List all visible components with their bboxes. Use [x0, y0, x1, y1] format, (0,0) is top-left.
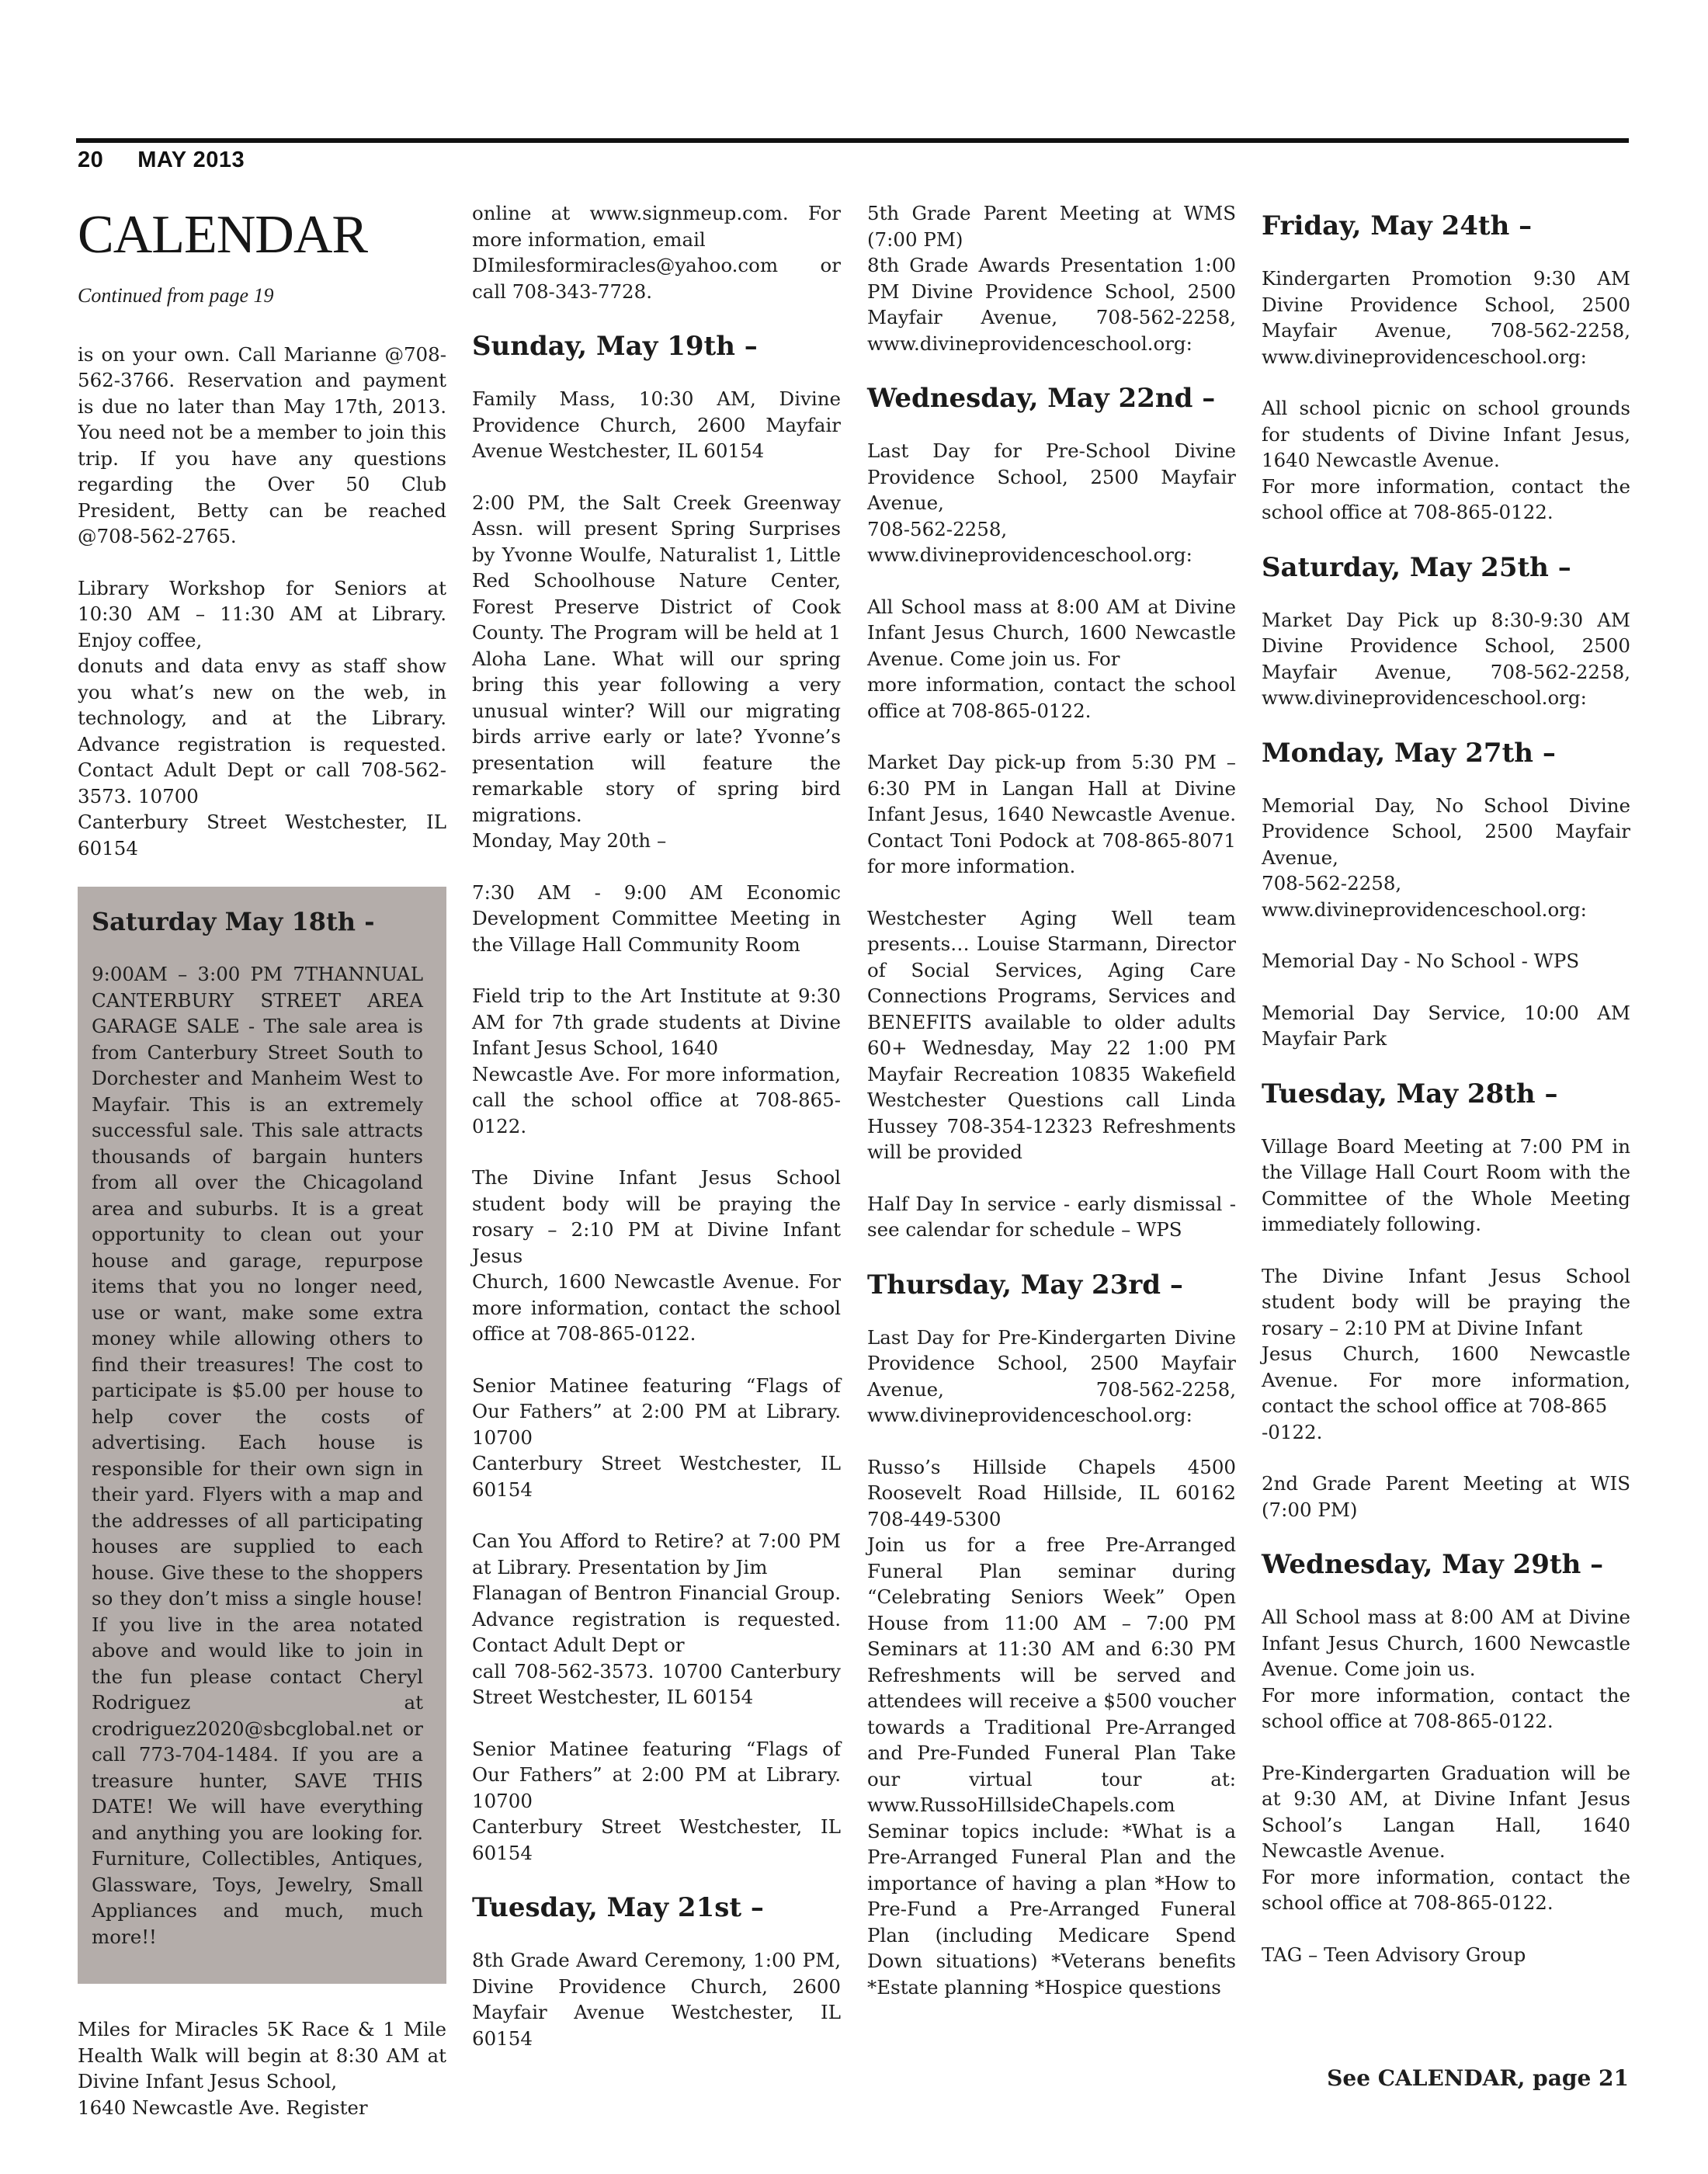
- event-paragraph: Kindergarten Promotion 9:30 AM Divine Providence School, 2500 Mayfair Avenue, 708-562-2258, www.divineprovidenceschool.org:: [1262, 267, 1630, 368]
- event-paragraph: Can You Afford to Retire? at 7:00 PM at Library. Presentation by Jim Flanagan of Bentron Financial Group. Advance registration is requested. Contact Adult Dept or call 708-562-3573. 10700 Canterbury Street Westchester, IL 60154: [472, 1530, 841, 1708]
- column-2: [472, 200, 841, 2051]
- continued-note: Continued from page 19: [78, 284, 274, 307]
- column-4: [1262, 200, 1630, 1967]
- day-heading: Wednesday, May 22nd –: [867, 383, 1216, 414]
- event-paragraph: 2:00 PM, the Salt Creek Greenway Assn. will present Spring Surprises by Yvonne Woulfe, Naturalist 1, Little Red Schoolhouse Nature Center, Forest Preserve District of Cook County. The Program will be held at 1 Aloha Lane. What will our spring bring this year following a very unusual winter? Will our migrating birds arrive early or late? Yvonne’s presentation will feature the remarkable story of spring bird migrations. Monday, May 20th –: [472, 491, 841, 852]
- event-paragraph: Miles for Miracles 5K Race & 1 Mile Health Walk will begin at 8:30 AM at Divine Infant Jesus School, 1640 Newcastle Ave. Register: [78, 2018, 446, 2119]
- event-paragraph: Field trip to the Art Institute at 9:30 AM for 7th grade students at Divine Infant Jesus School, 1640 Newcastle Ave. For more information, call the school office at 708-865-0122.: [472, 985, 841, 1137]
- event-paragraph: Market Day Pick up 8:30-9:30 AM Divine Providence School, 2500 Mayfair Avenue, 708-562-2258, www.divineprovidenceschool.org:: [1262, 608, 1630, 709]
- event-paragraph: Russo’s Hillside Chapels 4500 Roosevelt Road Hillside, IL 60162 708-449-5300 Join us for a free Pre-Arranged Funeral Plan seminar during “Celebrating Seniors Week” Open House from 11:00 AM – 7:00 PM Seminars at 11:30 AM and 6:30 PM Refreshments will be served and attendees will receive a $500 voucher towards a Traditional Pre-Arranged and Pre-Funded Funeral Plan Take our virtual tour at: www.RussoHillsideChapels.com Seminar topics include: *What is a Pre-Arranged Funeral Plan and the importance of having a plan *How to Pre-Fund a Pre-Arranged Funeral Plan (including Medicare Spend Down situations) *Veterans benefits *Estate planning *Hospice questions: [867, 1455, 1236, 1999]
- event-paragraph: 9:00AM – 3:00 PM 7THANNUAL CANTERBURY STREET AREA GARAGE SALE - The sale area is from Canterbury Street South to Dorchester and Manheim West to Mayfair. This is an extremely successful sale. This sale attracts thousands of bargain hunters from all over the Chicagoland area and suburbs. It is a great opportunity to clean out your house and garage, repurpose items that you no longer need, use or want, make some extra money while allowing others to find their treasures! The cost to participate is $5.00 per house to help cover the costs of advertising. Each house is responsible for their own sign in their yard. Flyers with a map and the addresses of all participating houses are supplied to each house. Give these to the shoppers so they don’t miss a single house! If you live in the area notated above and would like to join in the fun please contact Cheryl Rodriguez at crodriguez2020@sbcglobal.net or call 773-704-1484. If you are a treasure hunter, SAVE THIS DATE! We will have everything and anything you are looking for. Furniture, Collectibles, Antiques, Glassware, Toys, Jewelry, Small Appliances and much, much more!!: [92, 963, 423, 1948]
- event-paragraph: Memorial Day, No School Divine Providence School, 2500 Mayfair Avenue, 708-562-2258, www.divineprovidenceschool.org:: [1262, 794, 1630, 921]
- event-paragraph: Westchester Aging Well team presents… Louise Starmann, Director of Social Services, Aging Care Connections Programs, Services and BENEFITS available to older adults 60+ Wednesday, May 22 1:00 PM Mayfair Recreation 10835 Wakefield Westchester Questions call Linda Hussey 708-354-12323 Refreshments will be provided: [867, 906, 1236, 1163]
- day-heading: Friday, May 24th –: [1262, 210, 1533, 241]
- day-heading: Tuesday, May 28th –: [1262, 1078, 1558, 1110]
- page-number: 20: [78, 148, 104, 172]
- day-heading: Wednesday, May 29th –: [1262, 1549, 1604, 1580]
- event-paragraph: The Divine Infant Jesus School student body will be praying the rosary – 2:10 PM at Divine Infant Jesus Church, 1600 Newcastle Avenue. For more information, contact the school office at 708-865 -0122.: [1262, 1264, 1630, 1443]
- issue-date: MAY 2013: [137, 148, 245, 172]
- highlight-box: [78, 887, 446, 1984]
- event-paragraph: Half Day In service - early dismissal - see calendar for schedule – WPS: [867, 1192, 1236, 1241]
- day-heading: Sunday, May 19th –: [472, 331, 758, 362]
- event-paragraph: TAG – Teen Advisory Group: [1262, 1943, 1526, 1966]
- event-paragraph: Family Mass, 10:30 AM, Divine Providence Church, 2600 Mayfair Avenue Westchester, IL 60154: [472, 387, 841, 462]
- continued-on-link: See CALENDAR, page 21: [1327, 2065, 1629, 2091]
- event-paragraph: All School mass at 8:00 AM at Divine Infant Jesus Church, 1600 Newcastle Avenue. Come join us. For more information, contact the school office at 708-865-0122.: [1262, 1606, 1630, 1732]
- event-paragraph: online at www.signmeup.com. For more information, email DImilesformiracles@yahoo.com or call 708-343-7728.: [472, 202, 841, 303]
- page-folio: [78, 148, 245, 173]
- column-3: [867, 200, 1236, 2000]
- event-paragraph: Senior Matinee featuring “Flags of Our Fathers” at 2:00 PM at Library. 10700 Canterbury Street Westchester, IL 60154: [472, 1374, 841, 1501]
- day-heading: Saturday May 18th -: [92, 907, 375, 936]
- event-paragraph: Memorial Day - No School - WPS: [1262, 950, 1580, 972]
- event-paragraph: Village Board Meeting at 7:00 PM in the Village Hall Court Room with the Committee of the Whole Meeting immediately following.: [1262, 1134, 1630, 1235]
- event-paragraph: 8th Grade Award Ceremony, 1:00 PM, Divine Providence Church, 2600 Mayfair Avenue Westchester, IL 60154: [472, 1949, 841, 2050]
- event-paragraph: Last Day for Pre-School Divine Providence School, 2500 Mayfair Avenue, 708-562-2258, www.divineprovidenceschool.org:: [867, 439, 1236, 566]
- day-heading: Tuesday, May 21st –: [472, 1892, 764, 1923]
- event-paragraph: The Divine Infant Jesus School student body will be praying the rosary – 2:10 PM at Divine Infant Jesus Church, 1600 Newcastle Avenue. For more information, contact the school office at 708-865-0122.: [472, 1166, 841, 1345]
- event-paragraph: 5th Grade Parent Meeting at WMS (7:00 PM) 8th Grade Awards Presentation 1:00 PM Divine Providence School, 2500 Mayfair Avenue, 708-562-2258, www.divineprovidenceschool.org:: [867, 202, 1236, 355]
- event-paragraph: 2nd Grade Parent Meeting at WIS (7:00 PM): [1262, 1472, 1630, 1521]
- day-heading: Saturday, May 25th –: [1262, 551, 1571, 583]
- event-paragraph: All school picnic on school grounds for students of Divine Infant Jesus, 1640 Newcastle Avenue. For more information, contact the school office at 708-865-0122.: [1262, 397, 1630, 523]
- day-heading: Monday, May 27th –: [1262, 737, 1556, 769]
- event-paragraph: is on your own. Call Marianne @708-562-3766. Reservation and payment is due no later than May 17th, 2013. You need not be a member to join this trip. If you have any questions regarding the Over 50 Club President, Betty can be reached @708-562-2765.: [78, 342, 446, 547]
- event-paragraph: Market Day pick-up from 5:30 PM – 6:30 PM in Langan Hall at Divine Infant Jesus, 1640 Newcastle Avenue. Contact Toni Podock at 708-865-8071 for more information.: [867, 751, 1236, 877]
- header-rule: [76, 138, 1629, 143]
- day-heading: Thursday, May 23rd –: [867, 1269, 1183, 1301]
- event-paragraph: Pre-Kindergarten Graduation will be at 9:30 AM, at Divine Infant Jesus School’s Langan Hall, 1640 Newcastle Avenue. For more information, contact the school office at 708-865-0122.: [1262, 1761, 1630, 1914]
- event-paragraph: Senior Matinee featuring “Flags of Our Fathers” at 2:00 PM at Library. 10700 Canterbury Street Westchester, IL 60154: [472, 1737, 841, 1864]
- column-1: [78, 200, 446, 2120]
- event-paragraph: Memorial Day Service, 10:00 AM Mayfair Park: [1262, 1001, 1630, 1050]
- event-paragraph: 7:30 AM - 9:00 AM Economic Development Committee Meeting in the Village Hall Community Room: [472, 880, 841, 956]
- event-paragraph: Library Workshop for Seniors at 10:30 AM – 11:30 AM at Library. Enjoy coffee, donuts and data envy as staff show you what’s new on the web, in technology, and at the Library. Advance registration is requested. Contact Adult Dept or call 708-562-3573. 10700 Canterbury Street Westchester, IL 60154: [78, 576, 446, 860]
- event-paragraph: All School mass at 8:00 AM at Divine Infant Jesus Church, 1600 Newcastle Avenue. Come join us. For more information, contact the school office at 708-865-0122.: [867, 595, 1236, 722]
- section-title: CALENDAR: [78, 205, 368, 265]
- event-paragraph: Last Day for Pre-Kindergarten Divine Providence School, 2500 Mayfair Avenue, 708-562-2258, www.divineprovidenceschool.org:: [867, 1325, 1236, 1426]
